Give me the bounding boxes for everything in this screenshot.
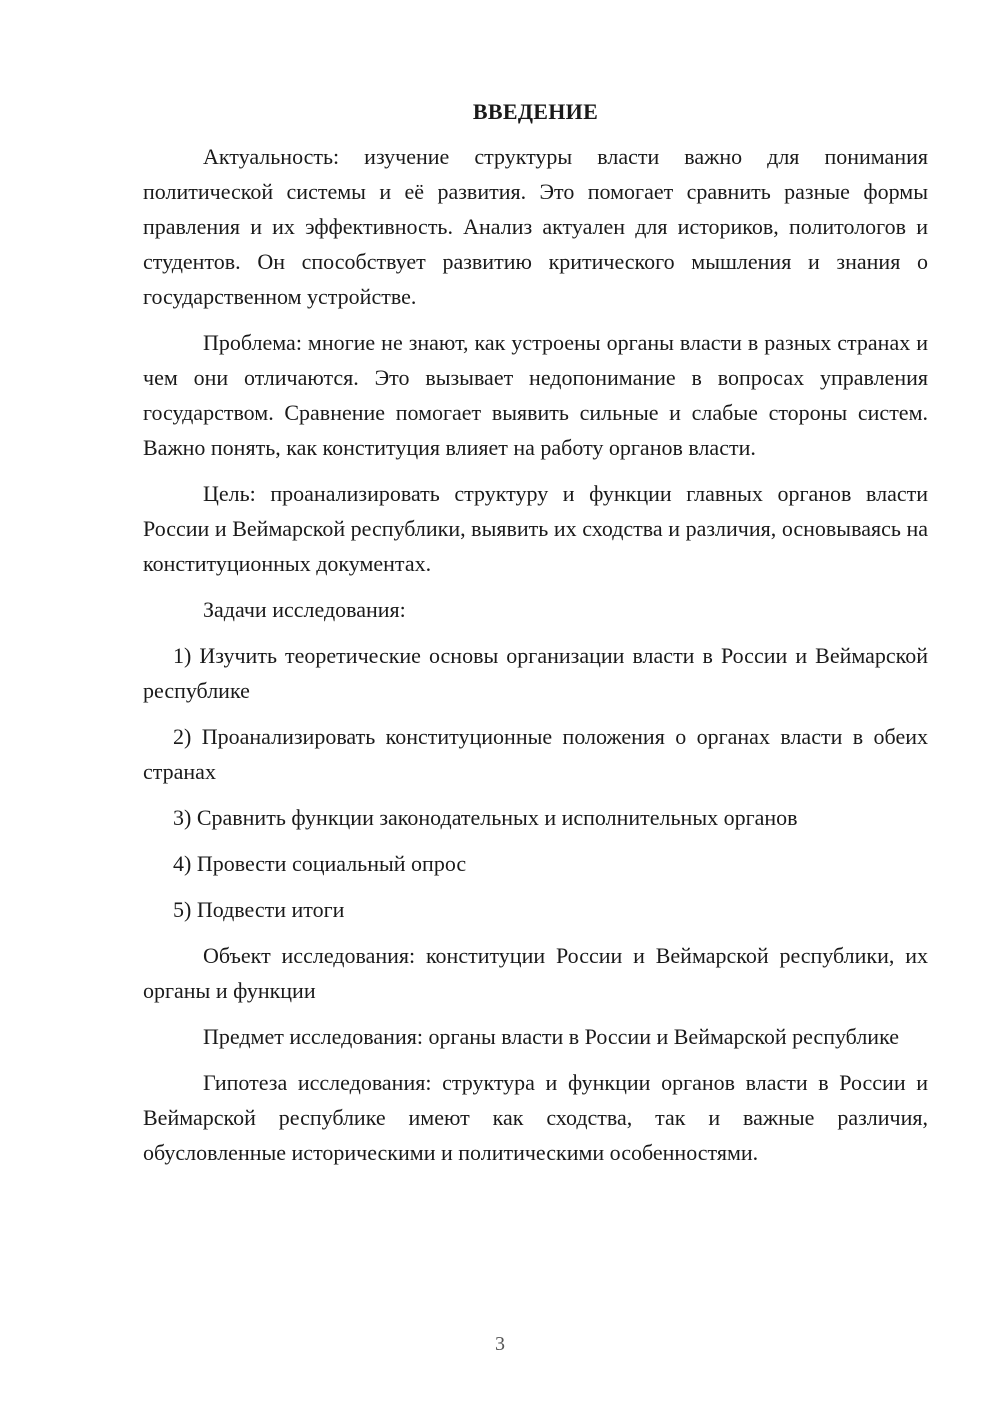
page-number: 3 (495, 1333, 505, 1355)
relevance-paragraph: Актуальность: изучение структуры власти важно для понимания политической системы и её развития. Это помогает сравнить разные формы правления и их эффективность. Анализ актуален для историков, политологов и студентов. Он способствует развитию критического мышления и знания о государственном устройстве. (143, 144, 928, 309)
page-content (143, 97, 928, 1181)
hypothesis-paragraph: Гипотеза исследования: структура и функции органов власти в России и Веймарской республике имеют как сходства, так и важные различия, обусловленные историческими и политическими особенностями. (143, 1070, 928, 1165)
subject-paragraph: Предмет исследования: органы власти в России и Веймарской республике (203, 1024, 899, 1049)
tasks-intro: Задачи исследования: (203, 597, 406, 622)
tasks-list (143, 638, 928, 927)
task-item: 4) Провести социальный опрос (173, 851, 467, 876)
task-item: 2) Проанализировать конституционные положения о органах власти в обеих странах (143, 724, 928, 784)
problem-paragraph: Проблема: многие не знают, как устроены органы власти в разных странах и чем они отличаются. Это вызывает недопонимание в вопросах управления государством. Сравнение помогает выявить сильные и слабые стороны систем. Важно понять, как конституция влияет на работу органов власти. (143, 330, 928, 460)
task-item: 5) Подвести итоги (173, 897, 345, 922)
object-paragraph: Объект исследования: конституции России и Веймарской республики, их органы и функции (143, 943, 928, 1003)
section-heading: ВВЕДЕНИЕ (472, 99, 599, 124)
task-item: 3) Сравнить функции законодательных и исполнительных органов (173, 805, 798, 830)
task-item: 1) Изучить теоретические основы организации власти в России и Веймарской республике (143, 643, 928, 703)
goal-paragraph: Цель: проанализировать структуру и функции главных органов власти России и Веймарской республики, выявить их сходства и различия, основываясь на конституционных документах. (143, 481, 928, 576)
